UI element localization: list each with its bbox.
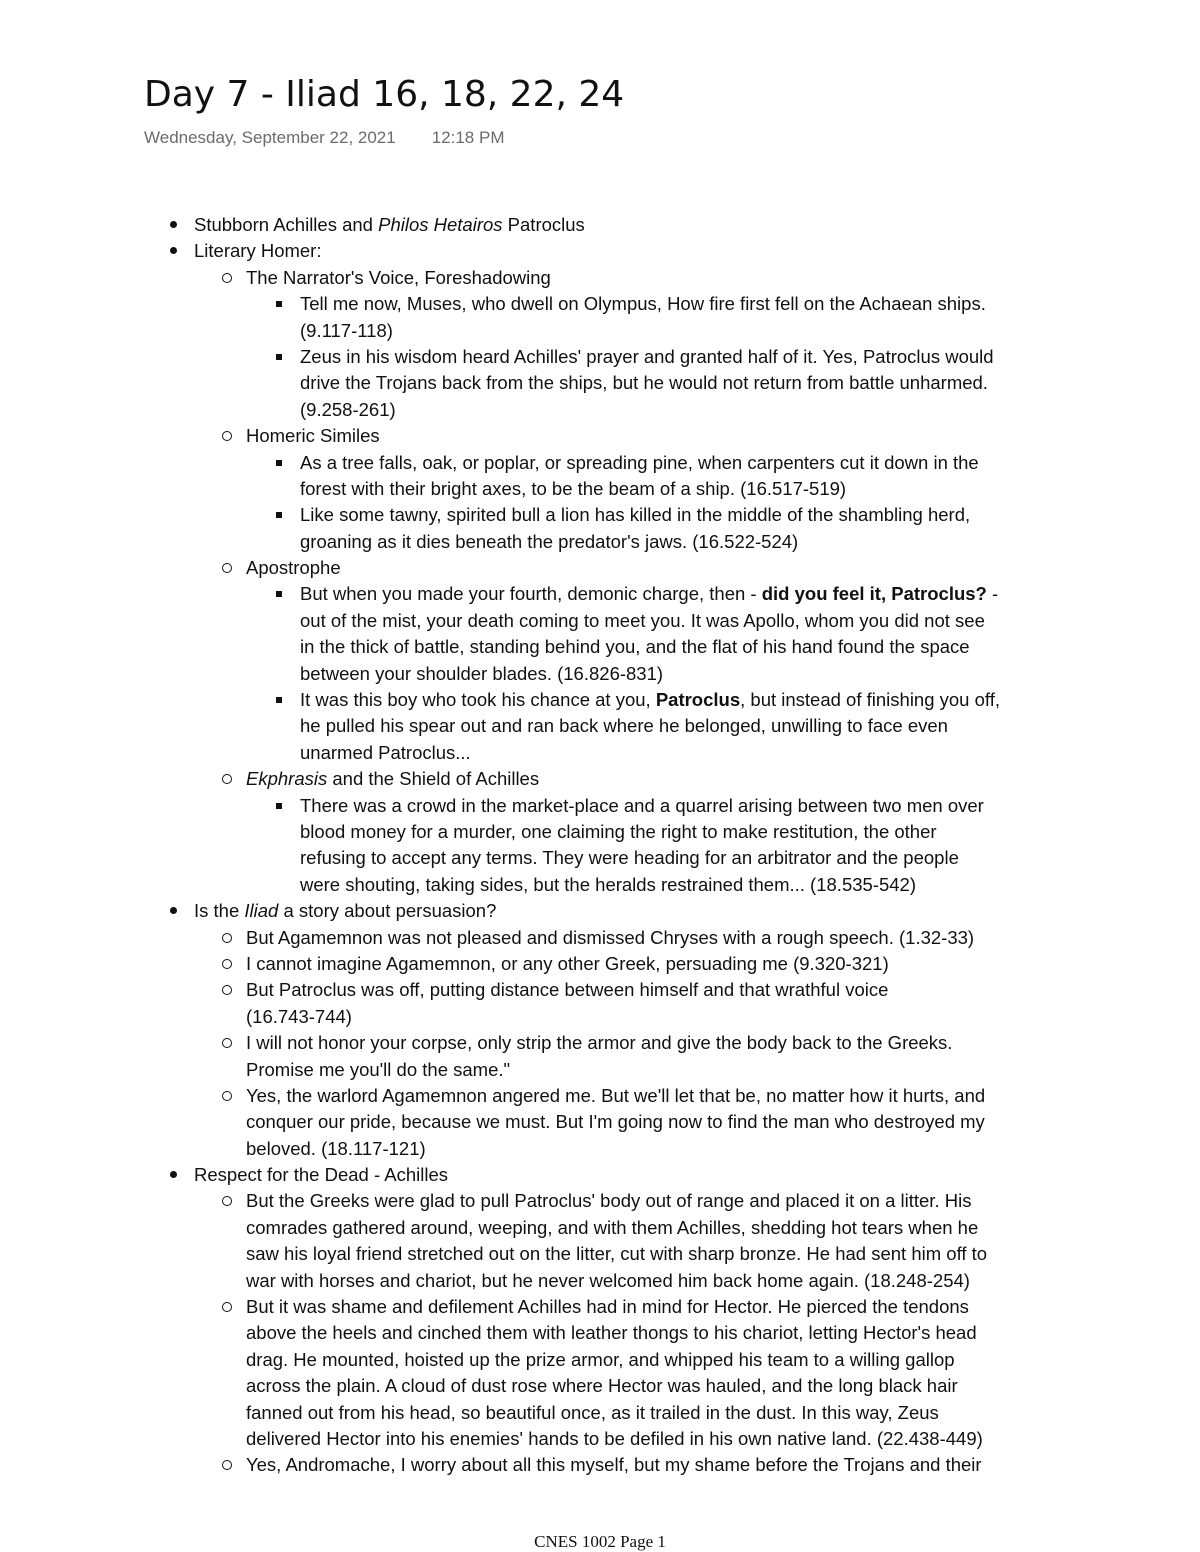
outline-line-text: [246, 1373, 958, 1399]
outline-line-text: [300, 318, 393, 344]
text-segment: Stubborn Achilles and: [194, 214, 379, 235]
text-segment: refusing to accept any terms. They were heading for an arbitrator and the people: [300, 847, 959, 869]
disc-bullet-icon: [170, 221, 177, 228]
outline-line: [0, 1057, 1200, 1083]
outline-line: [0, 1294, 1200, 1320]
circle-bullet-icon: [222, 774, 232, 784]
text-segment: unarmed Patroclus...: [300, 741, 471, 763]
outline-line-text: [246, 1241, 987, 1267]
disc-bullet-icon: [170, 247, 177, 254]
circle-bullet-icon: [222, 1302, 232, 1312]
text-segment: Tell me now, Muses, who dwell on Olympus, How fire first fell on the Achaean ships.: [300, 293, 986, 315]
outline-line-text: [246, 1320, 977, 1346]
text-segment: But Patroclus was off, putting distance between himself and that wrathful voice: [246, 979, 889, 1001]
outline-line: [0, 661, 1200, 687]
outline-line: [0, 502, 1200, 528]
disc-bullet-icon: [170, 1171, 177, 1178]
square-bullet-icon: [276, 697, 282, 703]
outline-line-text: [246, 1083, 985, 1109]
outline-line-text: [246, 1057, 510, 1083]
text-segment: Yes, Andromache, I worry about all this myself, but my shame before the Trojans and their: [246, 1454, 982, 1476]
text-segment: As a tree falls, oak, or poplar, or spreading pine, when carpenters cut it down in the: [300, 451, 979, 473]
outline-line: [0, 581, 1200, 607]
text-segment: he pulled his spear out and ran back where he belonged, unwilling to face even: [300, 715, 948, 737]
text-segment: Is the: [194, 900, 245, 922]
outline-line-text: [246, 1136, 426, 1162]
outline-line-text: [246, 1294, 969, 1320]
text-segment: Respect for the Dead - Achilles: [194, 1164, 448, 1186]
text-segment: war with horses and chariot, but he never welcomed him back home again. (18.248-254): [246, 1269, 970, 1291]
text-segment: There was a crowd in the market-place and a quarrel arising between two men over: [300, 794, 984, 816]
square-bullet-icon: [276, 301, 282, 307]
square-bullet-icon: [276, 460, 282, 466]
text-segment: beloved. (18.117-121): [246, 1137, 426, 1159]
text-segment: a story about persuasion?: [278, 900, 497, 922]
outline-line: [0, 238, 1200, 264]
text-segment: But it was shame and defilement Achilles had in mind for Hector. He pierced the tendons: [246, 1296, 969, 1318]
text-segment: delivered Hector into his enemies' hands to be defiled in his own native land. (22.438-449): [246, 1427, 983, 1449]
square-bullet-icon: [276, 512, 282, 518]
outline-line-text: [300, 793, 984, 819]
outline-line: [0, 318, 1200, 344]
page-title: Day 7 - Iliad 16, 18, 22, 24: [144, 74, 625, 115]
outline-line-text: [194, 1162, 448, 1188]
outline-line-text: [246, 555, 341, 581]
text-segment: (9.258-261): [300, 398, 396, 420]
outline-line: [0, 845, 1200, 871]
outline-line-text: [300, 397, 396, 423]
outline-line: [0, 1136, 1200, 1162]
outline-line-text: [246, 1030, 952, 1056]
text-segment: in the thick of battle, standing behind you, and the flat of his hand found the space: [300, 636, 970, 658]
text-segment: The Narrator's Voice, Foreshadowing: [246, 266, 551, 288]
outline-line-text: [246, 1268, 970, 1294]
text-segment: Apostrophe: [246, 557, 341, 579]
text-segment: Patroclus: [655, 689, 741, 711]
outline-line-text: [246, 1215, 978, 1241]
circle-bullet-icon: [222, 431, 232, 441]
outline-line: [0, 1083, 1200, 1109]
outline-line: [0, 1162, 1200, 1188]
outline-line: [0, 1030, 1200, 1056]
circle-bullet-icon: [222, 273, 232, 283]
outline-line-text: [300, 502, 970, 528]
outline-line: [0, 212, 1200, 238]
outline-line: [0, 766, 1200, 792]
circle-bullet-icon: [222, 1460, 232, 1470]
outline-line: [0, 977, 1200, 1003]
text-segment: were shouting, taking sides, but the heralds restrained them... (18.535-542): [300, 873, 916, 895]
text-segment: Philos Hetairos: [378, 214, 503, 235]
circle-bullet-icon: [222, 1038, 232, 1048]
outline-line-text: [300, 845, 959, 871]
outline-line: [0, 1400, 1200, 1426]
text-segment: (9.117-118): [300, 319, 393, 341]
outline-line-text: [300, 740, 471, 766]
outline-line: [0, 793, 1200, 819]
outline-line-text: [246, 265, 551, 291]
outline-line: [0, 291, 1200, 317]
text-segment: across the plain. A cloud of dust rose where Hector was hauled, and the long black hair: [246, 1375, 958, 1397]
outline-line-text: [300, 291, 986, 317]
outline-line-text: [300, 344, 994, 370]
text-segment: -: [986, 583, 999, 605]
outline-line-text: [194, 212, 585, 238]
text-segment: But when you made your fourth, demonic charge, then -: [300, 583, 762, 605]
outline-line-text: [246, 1109, 985, 1135]
outline-line-text: [246, 423, 380, 449]
outline-line-text: [300, 713, 948, 739]
text-segment: groaning as it dies beneath the predator's jaws. (16.522-524): [300, 530, 799, 552]
outline-line: [0, 898, 1200, 924]
page-meta: [144, 128, 504, 148]
text-segment: above the heels and cinched them with leather thongs to his chariot, letting Hector's head: [246, 1322, 977, 1344]
text-segment: Patroclus: [502, 214, 585, 235]
text-segment: between your shoulder blades. (16.826-831): [300, 662, 664, 684]
circle-bullet-icon: [222, 959, 232, 969]
outline-line-text: [300, 819, 937, 845]
text-segment: and the Shield of Achilles: [327, 768, 540, 790]
outline-line-text: [300, 661, 663, 687]
outline-line: [0, 1452, 1200, 1478]
outline-line-text: [246, 1400, 939, 1426]
outline-line: [0, 1188, 1200, 1214]
outline-line: [0, 529, 1200, 555]
outline-line-text: [300, 370, 988, 396]
text-segment: drive the Trojans back from the ships, but he would not return from battle unharmed.: [300, 372, 988, 394]
circle-bullet-icon: [222, 563, 232, 573]
outline-line: [0, 555, 1200, 581]
circle-bullet-icon: [222, 933, 232, 943]
square-bullet-icon: [276, 591, 282, 597]
outline-line-text: [246, 1004, 352, 1030]
text-segment: Ekphrasis: [246, 768, 328, 790]
text-segment: (16.743-744): [246, 1005, 352, 1027]
text-segment: I will not honor your corpse, only strip the armor and give the body back to the Greeks.: [246, 1032, 953, 1054]
outline-line: [0, 1268, 1200, 1294]
outline-line-text: [246, 1452, 982, 1478]
outline-line: [0, 713, 1200, 739]
outline-line: [0, 1109, 1200, 1135]
text-segment: Zeus in his wisdom heard Achilles' prayer and granted half of it. Yes, Patroclus would: [300, 345, 994, 367]
text-segment: It was this boy who took his chance at you,: [300, 689, 656, 711]
outline-line: [0, 1241, 1200, 1267]
text-segment: Like some tawny, spirited bull a lion has killed in the middle of the shambling herd,: [300, 504, 971, 526]
outline-line: [0, 925, 1200, 951]
outline-line: [0, 951, 1200, 977]
outline-line: [0, 1373, 1200, 1399]
outline-line: [0, 608, 1200, 634]
outline-line: [0, 344, 1200, 370]
text-segment: Yes, the warlord Agamemnon angered me. But we'll let that be, no matter how it hurts, and: [246, 1084, 986, 1106]
page-time: 12:18 PM: [431, 128, 505, 147]
outline-line-text: [246, 1347, 955, 1373]
outline-line: [0, 370, 1200, 396]
disc-bullet-icon: [170, 907, 177, 914]
outline-line: [0, 872, 1200, 898]
outline-line: [0, 423, 1200, 449]
text-segment: fanned out from his head, so beautiful once, as it trailed in the dust. In this way, Zeus: [246, 1401, 939, 1423]
outline-line: [0, 476, 1200, 502]
outline-line-text: [194, 238, 321, 264]
outline-line: [0, 1347, 1200, 1373]
outline-line-text: [300, 872, 916, 898]
page-date: Wednesday, September 22, 2021: [144, 128, 396, 147]
text-segment: But the Greeks were glad to pull Patroclus' body out of range and placed it on a litter. His: [246, 1190, 972, 1212]
outline-line-text: [246, 1426, 983, 1452]
page-footer: CNES 1002 Page 1: [534, 1532, 666, 1551]
square-bullet-icon: [276, 354, 282, 360]
outline-line-text: [246, 1188, 971, 1214]
outline-line-text: [300, 581, 998, 607]
text-segment: Promise me you'll do the same.": [246, 1058, 511, 1080]
text-segment: conquer our pride, because we must. But I'm going now to find the man who destroyed my: [246, 1111, 985, 1133]
text-segment: drag. He mounted, hoisted up the prize armor, and whipped his team to a willing gallop: [246, 1348, 955, 1370]
circle-bullet-icon: [222, 1091, 232, 1101]
text-segment: saw his loyal friend stretched out on the litter, cut with sharp bronze. He had sent him off to: [246, 1243, 988, 1265]
text-segment: I cannot imagine Agamemnon, or any other Greek, persuading me (9.320-321): [246, 952, 889, 974]
text-segment: forest with their bright axes, to be the beam of a ship. (16.517-519): [300, 477, 847, 499]
outline-line-text: [300, 529, 798, 555]
text-segment: did you feel it, Patroclus?: [761, 583, 987, 605]
outline-line: [0, 819, 1200, 845]
outline-line-text: [300, 476, 846, 502]
outline-line-text: [246, 925, 974, 951]
outline-line: [0, 1004, 1200, 1030]
outline-line-text: [246, 977, 888, 1003]
circle-bullet-icon: [222, 985, 232, 995]
text-segment: Homeric Similes: [246, 425, 380, 447]
outline-line: [0, 634, 1200, 660]
text-segment: comrades gathered around, weeping, and with them Achilles, shedding hot tears when he: [246, 1216, 979, 1238]
text-segment: blood money for a murder, one claiming the right to make restitution, the other: [300, 820, 937, 842]
text-segment: Iliad: [244, 900, 279, 922]
outline-line-text: [246, 951, 889, 977]
outline-line: [0, 1426, 1200, 1452]
outline-line-text: [300, 450, 979, 476]
outline-line: [0, 1320, 1200, 1346]
text-segment: Literary Homer:: [194, 240, 322, 262]
outline-line: [0, 265, 1200, 291]
outline-line-text: [300, 634, 970, 660]
circle-bullet-icon: [222, 1196, 232, 1206]
outline-line-text: [194, 898, 496, 924]
note-outline: [0, 212, 1200, 1479]
text-segment: , but instead of finishing you off,: [740, 689, 1000, 711]
outline-line: [0, 1215, 1200, 1241]
outline-line: [0, 397, 1200, 423]
outline-line: [0, 687, 1200, 713]
outline-line-text: [300, 608, 985, 634]
text-segment: out of the mist, your death coming to meet you. It was Apollo, whom you did not see: [300, 609, 985, 631]
outline-line: [0, 450, 1200, 476]
square-bullet-icon: [276, 803, 282, 809]
outline-line-text: [246, 766, 539, 792]
outline-line: [0, 740, 1200, 766]
outline-line-text: [300, 687, 1000, 713]
text-segment: But Agamemnon was not pleased and dismissed Chryses with a rough speech. (1.32-33): [246, 926, 975, 948]
